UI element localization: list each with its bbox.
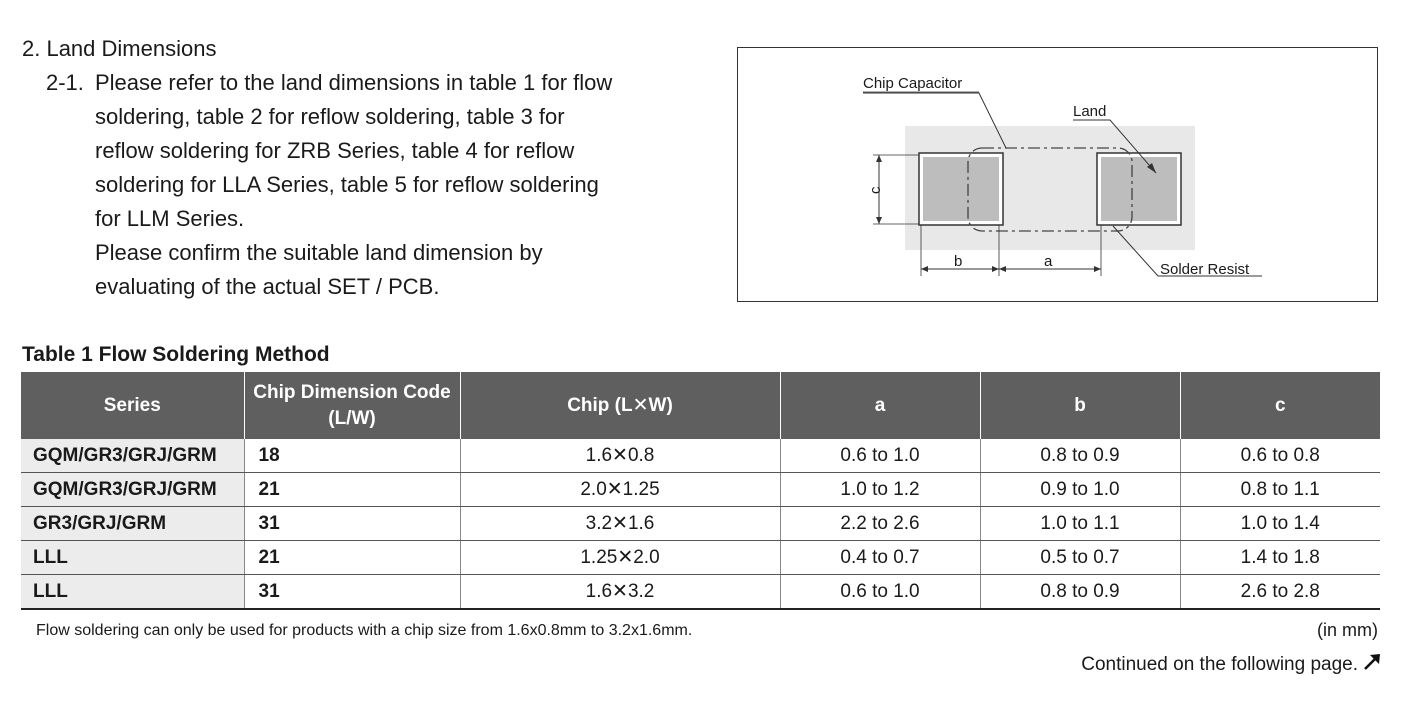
- cell-b: 0.5 to 0.7: [980, 541, 1180, 575]
- header-code-line1: Chip Dimension Code: [253, 381, 451, 403]
- cell-c: 0.8 to 1.1: [1180, 473, 1380, 507]
- land-left-fill: [923, 157, 999, 221]
- cell-series: LLL: [21, 541, 244, 575]
- item-line: for LLM Series.: [95, 206, 245, 231]
- header-c: c: [1180, 372, 1380, 439]
- cell-chip: 1.6✕0.8: [460, 439, 780, 473]
- land-dimension-diagram: [737, 47, 1378, 302]
- continued-text: Continued on the following page.: [1081, 654, 1358, 675]
- table-row: [21, 473, 1380, 507]
- item-line: evaluating of the actual SET / PCB.: [95, 274, 440, 299]
- item-line: soldering, table 2 for reflow soldering, table 3 for: [95, 104, 565, 129]
- cell-code: 31: [244, 575, 460, 610]
- cell-code: 31: [244, 507, 460, 541]
- table-unit: (in mm): [1317, 620, 1378, 640]
- continued-notice: [1081, 652, 1382, 678]
- header-code: [244, 372, 460, 439]
- header-b: b: [980, 372, 1180, 439]
- header-a: a: [780, 372, 980, 439]
- table-row: [21, 507, 1380, 541]
- cell-code: 21: [244, 473, 460, 507]
- cell-series: GQM/GR3/GRJ/GRM: [21, 473, 244, 507]
- land-right-fill: [1101, 157, 1177, 221]
- item-number: 2-1.: [46, 70, 84, 95]
- cell-code: 21: [244, 541, 460, 575]
- label-dim-c: c: [867, 186, 884, 194]
- item-line: Please refer to the land dimensions in table 1 for flow: [95, 70, 613, 95]
- item-line: Please confirm the suitable land dimension by: [95, 240, 543, 265]
- cell-chip: 3.2✕1.6: [460, 507, 780, 541]
- cell-c: 0.6 to 0.8: [1180, 439, 1380, 473]
- arrow-up-right-icon: [1362, 652, 1382, 678]
- label-solder-resist: Solder Resist: [1160, 261, 1250, 278]
- cell-c: 1.4 to 1.8: [1180, 541, 1380, 575]
- table-row: [21, 541, 1380, 575]
- item-line: reflow soldering for ZRB Series, table 4 for reflow: [95, 138, 575, 163]
- header-chip: Chip (L✕W): [460, 372, 780, 439]
- section-heading: 2. Land Dimensions: [22, 36, 217, 61]
- item-line: soldering for LLA Series, table 5 for reflow soldering: [95, 172, 599, 197]
- cell-a: 1.0 to 1.2: [780, 473, 980, 507]
- flow-soldering-table: [21, 372, 1380, 610]
- cell-b: 1.0 to 1.1: [980, 507, 1180, 541]
- cell-c: 2.6 to 2.8: [1180, 575, 1380, 610]
- cell-series: GQM/GR3/GRJ/GRM: [21, 439, 244, 473]
- table-header-row: [21, 372, 1380, 439]
- cell-chip: 1.25✕2.0: [460, 541, 780, 575]
- label-dim-a: a: [1044, 253, 1053, 270]
- table-title: Table 1 Flow Soldering Method: [22, 343, 330, 366]
- header-series: Series: [21, 372, 244, 439]
- table-footnote: Flow soldering can only be used for products with a chip size from 1.6x0.8mm to 3.2x1.6mm.: [36, 622, 693, 639]
- cell-code: 18: [244, 439, 460, 473]
- cell-c: 1.0 to 1.4: [1180, 507, 1380, 541]
- label-dim-b: b: [954, 253, 963, 270]
- label-land: Land: [1073, 103, 1107, 120]
- cell-a: 0.4 to 0.7: [780, 541, 980, 575]
- cell-b: 0.8 to 0.9: [980, 575, 1180, 610]
- cell-b: 0.8 to 0.9: [980, 439, 1180, 473]
- cell-a: 0.6 to 1.0: [780, 575, 980, 610]
- cell-b: 0.9 to 1.0: [980, 473, 1180, 507]
- item-body: [95, 66, 715, 304]
- table-row: [21, 439, 1380, 473]
- cell-a: 2.2 to 2.6: [780, 507, 980, 541]
- cell-a: 0.6 to 1.0: [780, 439, 980, 473]
- label-chip-capacitor: Chip Capacitor: [863, 75, 963, 92]
- cell-chip: 2.0✕1.25: [460, 473, 780, 507]
- diagram-drawing: [738, 48, 1379, 303]
- cell-series: GR3/GRJ/GRM: [21, 507, 244, 541]
- cell-series: LLL: [21, 575, 244, 610]
- cell-chip: 1.6✕3.2: [460, 575, 780, 610]
- table-row: [21, 575, 1380, 610]
- header-code-line2: (L/W): [328, 407, 376, 429]
